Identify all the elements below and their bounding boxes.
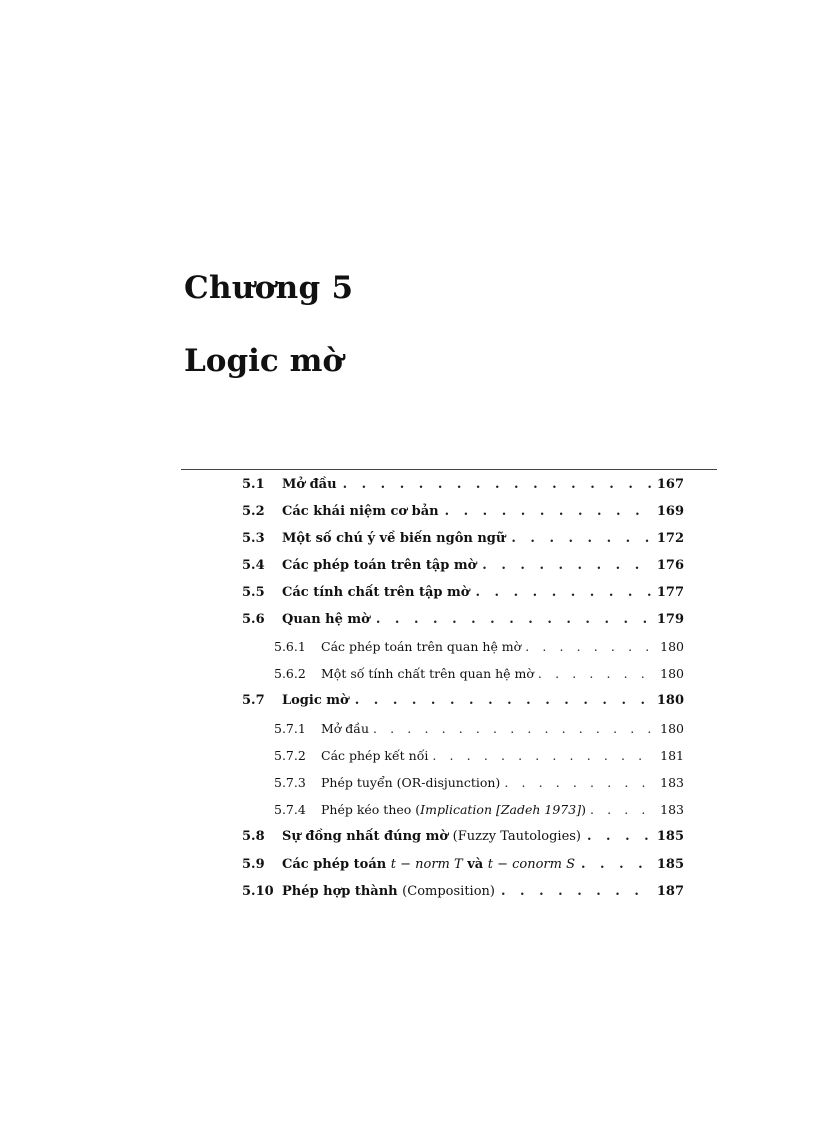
- toc-page: 177: [656, 585, 684, 600]
- toc-number: 5.7.3: [274, 775, 306, 790]
- toc-page: 183: [660, 802, 684, 817]
- toc-title-italic: Implication [Zadeh 1973]: [420, 802, 582, 817]
- toc-number: 5.7.2: [274, 748, 306, 763]
- toc-leader: [482, 558, 651, 573]
- toc-leader: [445, 504, 651, 519]
- toc-title-plain: (Composition): [402, 884, 495, 899]
- toc-title: Các phép toán trên quan hệ mờ: [321, 639, 522, 654]
- toc-number: 5.1: [242, 477, 265, 492]
- toc-entry-5-3[interactable]: [242, 531, 684, 551]
- toc-leader: [343, 477, 651, 492]
- toc-entry-5-7-1[interactable]: [274, 721, 684, 741]
- toc-leader: [590, 802, 654, 817]
- toc-page: 179: [656, 612, 684, 627]
- toc-number: 5.2: [242, 504, 265, 519]
- toc-entry-5-1[interactable]: [242, 477, 684, 497]
- toc-number: 5.10: [242, 884, 274, 899]
- toc-number: 5.6.2: [274, 666, 306, 681]
- toc-entry-5-10[interactable]: [242, 884, 684, 904]
- toc-entry-5-7[interactable]: [242, 693, 684, 713]
- toc-title-bold: Sự đồng nhất đúng mờ: [282, 829, 449, 844]
- toc-title-end: ): [581, 802, 586, 817]
- toc-title: [321, 802, 586, 817]
- toc-title-plain: (Fuzzy Tautologies): [452, 829, 581, 844]
- toc-page: 180: [656, 693, 684, 708]
- toc-title-main: Phép kéo theo (: [321, 802, 421, 817]
- toc-number: 5.3: [242, 531, 265, 546]
- toc-math-tnorm: t − norm T: [390, 857, 463, 872]
- toc-title: [282, 857, 575, 872]
- toc-title: Các khái niệm cơ bản: [282, 504, 439, 519]
- toc-page: 185: [656, 829, 684, 844]
- toc-entry-5-7-3[interactable]: [274, 775, 684, 795]
- toc-leader: [581, 857, 651, 872]
- toc-title: Các phép kết nối: [321, 748, 429, 763]
- toc-title: Phép tuyển (OR-disjunction): [321, 775, 501, 790]
- toc-page: 176: [656, 558, 684, 573]
- toc-number: 5.7: [242, 693, 265, 708]
- toc-page: 167: [656, 477, 684, 492]
- toc-number: 5.9: [242, 857, 265, 872]
- chapter-label: Chương 5: [184, 270, 354, 306]
- toc-page: 180: [660, 666, 684, 681]
- toc-leader: [504, 775, 654, 790]
- toc-number: 5.6.1: [274, 639, 306, 654]
- toc-title-bold: Phép hợp thành: [282, 884, 398, 899]
- toc-math-tconorm: t − conorm S: [487, 857, 575, 872]
- toc-title: Một số tính chất trên quan hệ mờ: [321, 666, 534, 681]
- toc-entry-5-6[interactable]: [242, 612, 684, 632]
- toc-entry-5-4[interactable]: [242, 558, 684, 578]
- toc-page: 185: [656, 857, 684, 872]
- toc-entry-5-2[interactable]: [242, 504, 684, 524]
- toc-page: 181: [660, 748, 684, 763]
- toc-leader: [376, 612, 651, 627]
- toc-leader: [355, 693, 651, 708]
- toc-leader: [587, 829, 651, 844]
- toc-leader: [432, 748, 654, 763]
- toc-page: 172: [656, 531, 684, 546]
- toc-title-a: Các phép toán: [282, 857, 387, 872]
- toc-title: Một số chú ý về biến ngôn ngữ: [282, 531, 506, 546]
- toc-entry-5-7-2[interactable]: [274, 748, 684, 768]
- toc-leader: [373, 721, 654, 736]
- toc-number: 5.5: [242, 585, 265, 600]
- toc-entry-5-9[interactable]: [242, 857, 684, 877]
- toc-page: 183: [660, 775, 684, 790]
- toc-page: 169: [656, 504, 684, 519]
- toc-entry-5-5[interactable]: [242, 585, 684, 605]
- toc-title: Mở đầu: [321, 721, 370, 736]
- toc-title: [282, 829, 581, 844]
- toc-title: Các phép toán trên tập mờ: [282, 558, 477, 573]
- toc-number: 5.7.4: [274, 802, 306, 817]
- toc-entry-5-6-2[interactable]: [274, 666, 684, 686]
- toc-title: Các tính chất trên tập mờ: [282, 585, 470, 600]
- toc-number: 5.6: [242, 612, 265, 627]
- toc-title: Logic mờ: [282, 693, 349, 708]
- toc-entry-5-8[interactable]: [242, 829, 684, 849]
- toc-number: 5.4: [242, 558, 265, 573]
- toc-leader: [511, 531, 651, 546]
- toc-title: Mở đầu: [282, 477, 337, 492]
- toc-number: 5.8: [242, 829, 265, 844]
- toc-page: 180: [660, 639, 684, 654]
- toc-number: 5.7.1: [274, 721, 306, 736]
- toc-entry-5-7-4[interactable]: [274, 802, 684, 822]
- toc-leader: [538, 666, 654, 681]
- toc-page: 187: [656, 884, 684, 899]
- toc-entry-5-6-1[interactable]: [274, 639, 684, 659]
- toc-title-b: và: [467, 857, 484, 872]
- toc-title: [282, 884, 495, 899]
- toc-title: Quan hệ mờ: [282, 612, 370, 627]
- toc-divider: [181, 469, 717, 470]
- toc-leader: [501, 884, 651, 899]
- toc-leader: [475, 585, 650, 600]
- toc-page: 180: [660, 721, 684, 736]
- chapter-title: Logic mờ: [184, 343, 344, 379]
- toc-leader: [525, 639, 654, 654]
